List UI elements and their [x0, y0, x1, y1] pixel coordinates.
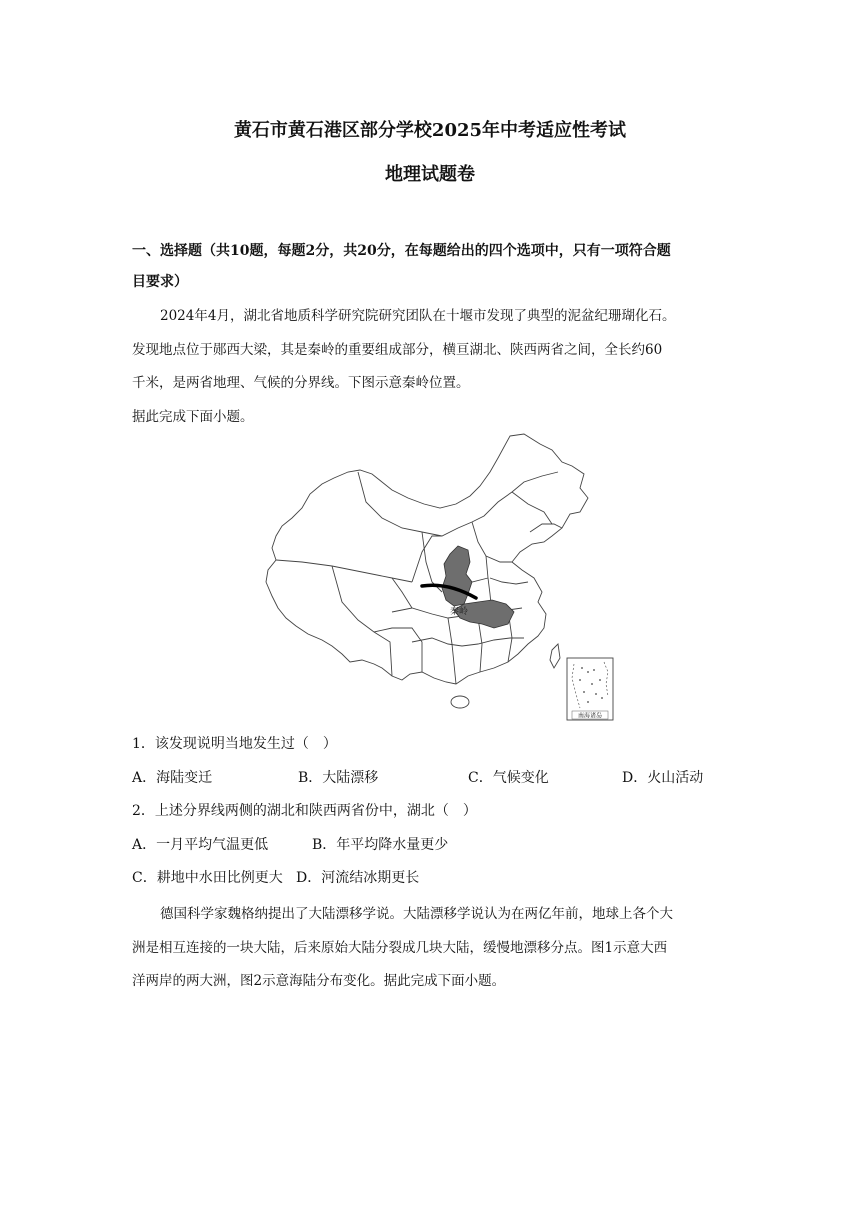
q2-option-d[interactable]: D．河流结冰期更长: [296, 870, 420, 886]
south-china-sea-inset: [567, 658, 613, 720]
q2-option-b[interactable]: B．年平均降水量更少: [312, 837, 449, 853]
qinling-location-map: [262, 432, 618, 724]
q2-option-c[interactable]: C．耕地中水田比例更大: [132, 870, 283, 886]
passage1-line3: 千米，是两省地理、气候的分界线。下图示意秦岭位置。: [132, 375, 470, 391]
q2-option-a[interactable]: A．一月平均气温更低: [132, 837, 269, 853]
passage2-line2: 洲是相互连接的一块大陆，后来原始大陆分裂成几块大陆，缓慢地漂移分点。图1示意大西: [132, 940, 668, 956]
qinling-label: 秦岭: [450, 607, 469, 617]
china-outline: [266, 434, 588, 684]
passage1-line4: 据此完成下面小题。: [132, 409, 254, 425]
q1-option-b[interactable]: B．大陆漂移: [298, 770, 379, 786]
section-heading-line2: 目要求）: [132, 274, 188, 290]
passage2-line1: 德国科学家魏格纳提出了大陆漂移学说。大陆漂移学说认为在两亿年前，地球上各个大: [160, 906, 673, 922]
hainan-island: [451, 696, 469, 708]
taiwan-island: [550, 644, 560, 668]
question-2-stem: 2．上述分界线两侧的湖北和陕西两省份中，湖北（ ）: [132, 803, 477, 819]
q1-option-c[interactable]: C．气候变化: [468, 770, 549, 786]
question-1-stem: 1．该发现说明当地发生过（ ）: [132, 736, 337, 752]
passage2-line3: 洋两岸的两大洲，图2示意海陆分布变化。据此完成下面小题。: [132, 973, 506, 989]
exam-subtitle: 地理试题卷: [385, 164, 475, 185]
section-heading-line1: 一、选择题（共10题，每题2分，共20分，在每题给出的四个选项中，只有一项符合题: [132, 243, 671, 259]
q1-option-d[interactable]: D．火山活动: [622, 770, 704, 786]
passage1-line2: 发现地点位于郧西大梁，其是秦岭的重要组成部分，横亘湖北、陕西两省之间，全长约60: [132, 342, 663, 358]
inset-label: 南海诸岛: [577, 712, 603, 720]
shaanxi-highlight: [442, 546, 472, 606]
passage1-line1: 2024年4月，湖北省地质科学研究院研究团队在十堰市发现了典型的泥盆纪珊瑚化石。: [160, 308, 676, 324]
exam-title: 黄石市黄石港区部分学校2025年中考适应性考试: [233, 120, 627, 141]
q1-option-a[interactable]: A．海陆变迁: [132, 770, 213, 786]
